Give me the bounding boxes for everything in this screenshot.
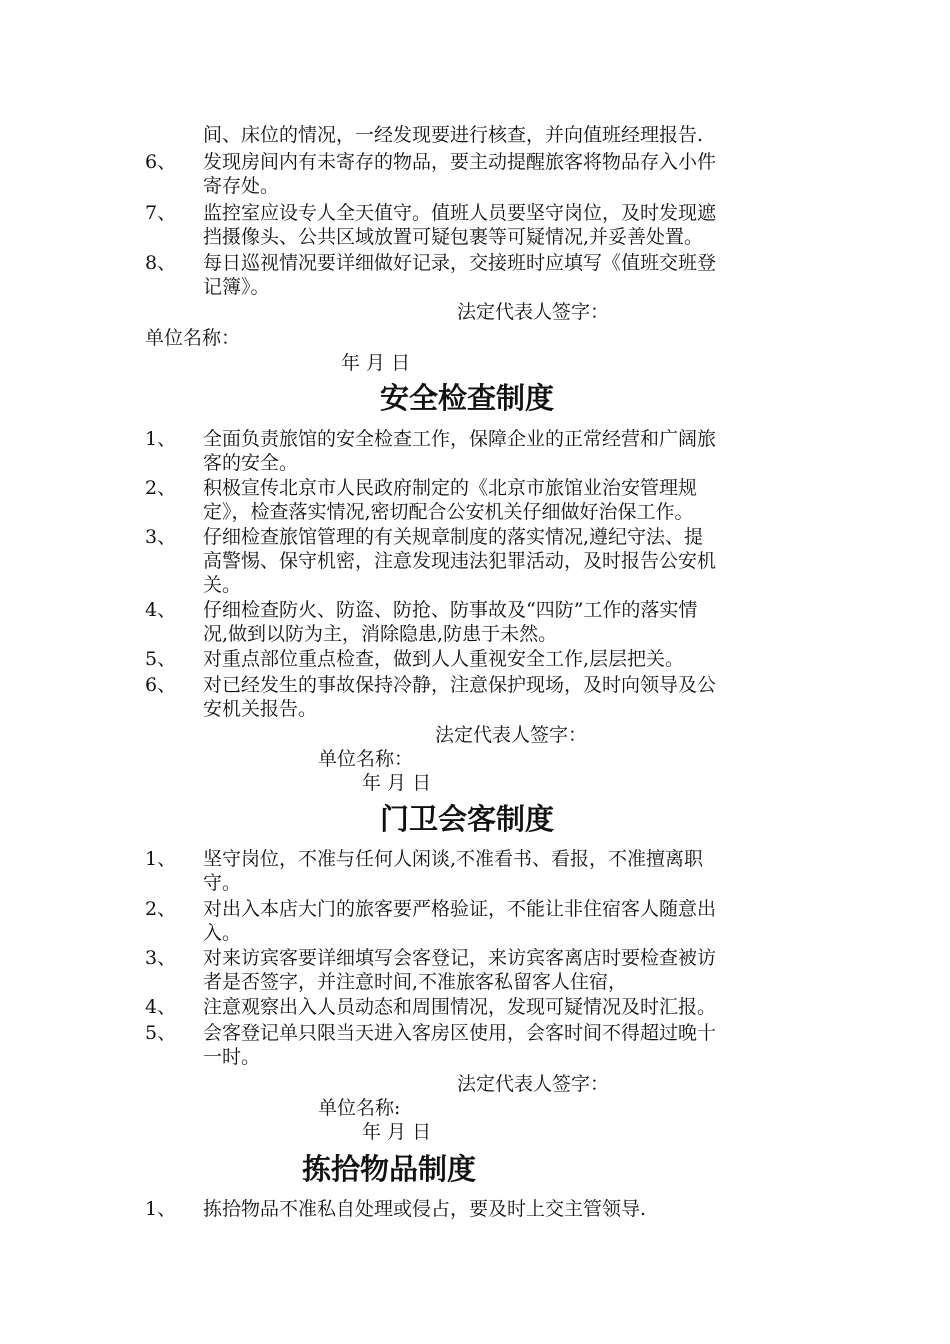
continued-paragraph-line: 间、床位的情况，一经发现要进行核查，并向值班经理报告. <box>203 124 704 146</box>
item-number: 6、 <box>145 674 177 696</box>
item-number: 5、 <box>145 648 177 670</box>
item-text-line: 全面负责旅馆的安全检查工作，保障企业的正常经营和广阔旅 <box>203 428 717 450</box>
item-number: 4、 <box>145 599 177 621</box>
section-title-lost-found: 拣拾物品制度 <box>302 1152 477 1186</box>
item-text-line: 拣拾物品不准私自处理或侵占，要及时上交主管领导. <box>203 1198 647 1220</box>
item-text-line: 高警惕、保守机密，注意发现违法犯罪活动，及时报告公安机 <box>203 550 717 572</box>
item-text-line: 发现房间内有未寄存的物品，要主动提醒旅客将物品存入小件 <box>203 151 717 173</box>
legal-rep-signature-label: 法定代表人签字： <box>435 724 588 746</box>
item-text-line: 者是否签字，并注意时间,不准旅客私留客人住宿， <box>203 971 628 993</box>
item-text-line: 监控室应设专人全天值守。值班人员要坚守岗位，及时发现遮 <box>203 202 717 224</box>
item-number: 1、 <box>145 848 177 870</box>
item-text-line: 会客登记单只限当天进入客房区使用，会客时间不得超过晚十 <box>203 1022 717 1044</box>
item-text-line: 关。 <box>203 574 242 596</box>
item-number: 2、 <box>145 898 177 920</box>
date-label: 年 月 日 <box>362 772 432 794</box>
item-number: 7、 <box>145 202 177 224</box>
item-text-line: 对来访宾客要详细填写会客登记，来访宾客离店时要检查被访 <box>203 947 717 969</box>
item-number: 5、 <box>145 1022 177 1044</box>
legal-rep-signature-label: 法定代表人签字： <box>457 301 610 323</box>
item-text-line: 入。 <box>203 922 242 944</box>
item-text-line: 安机关报告。 <box>203 698 318 720</box>
item-text-line: 仔细检查旅馆管理的有关规章制度的落实情况,遵纪守法、提 <box>203 526 704 548</box>
item-number: 4、 <box>145 996 177 1018</box>
item-text-line: 仔细检查防火、防盗、防抢、防事故及“四防”工作的落实情 <box>203 599 698 621</box>
item-number: 3、 <box>145 947 177 969</box>
item-text-line: 定》，检查落实情况,密切配合公安机关仔细做好治保工作。 <box>203 501 694 523</box>
item-text-line: 对已经发生的事故保持冷静，注意保护现场，及时向领导及公 <box>203 674 717 696</box>
item-number: 1、 <box>145 428 177 450</box>
item-number: 3、 <box>145 526 177 548</box>
unit-name-label: 单位名称： <box>318 748 414 770</box>
unit-name-label: 单位名称： <box>145 327 241 349</box>
item-text-line: 坚守岗位，不准与任何人闲谈,不准看书、看报，不准擅离职 <box>203 848 704 870</box>
item-number: 1、 <box>145 1198 177 1220</box>
item-number: 2、 <box>145 477 177 499</box>
item-text-line: 每日巡视情况要详细做好记录，交接班时应填写《值班交班登 <box>203 252 717 274</box>
item-text-line: 客的安全。 <box>203 452 299 474</box>
item-text-line: 寄存处。 <box>203 175 280 197</box>
item-number: 6、 <box>145 151 177 173</box>
section-title-gate-visitor: 门卫会客制度 <box>380 802 555 836</box>
item-text-line: 记簿》。 <box>203 276 270 298</box>
date-label: 年 月 日 <box>362 1121 432 1143</box>
item-text-line: 况,做到以防为主，消除隐患,防患于未然。 <box>203 623 558 645</box>
item-text-line: 积极宣传北京市人民政府制定的《北京市旅馆业治安管理规 <box>203 477 698 499</box>
item-number: 8、 <box>145 252 177 274</box>
item-text-line: 挡摄像头、公共区域放置可疑包裹等可疑情况,并妥善处置。 <box>203 226 704 248</box>
item-text-line: 一时。 <box>203 1046 261 1068</box>
legal-rep-signature-label: 法定代表人签字： <box>457 1073 610 1095</box>
section-title-safety-inspection: 安全检查制度 <box>380 381 555 415</box>
date-label: 年 月 日 <box>341 352 411 374</box>
item-text-line: 守。 <box>203 872 242 894</box>
item-text-line: 对出入本店大门的旅客要严格验证，不能让非住宿客人随意出 <box>203 898 717 920</box>
unit-name-label: 单位名称: <box>318 1097 401 1119</box>
item-text-line: 注意观察出入人员动态和周围情况，发现可疑情况及时汇报。 <box>203 996 717 1018</box>
item-text-line: 对重点部位重点检查，做到人人重视安全工作,层层把关。 <box>203 648 685 670</box>
